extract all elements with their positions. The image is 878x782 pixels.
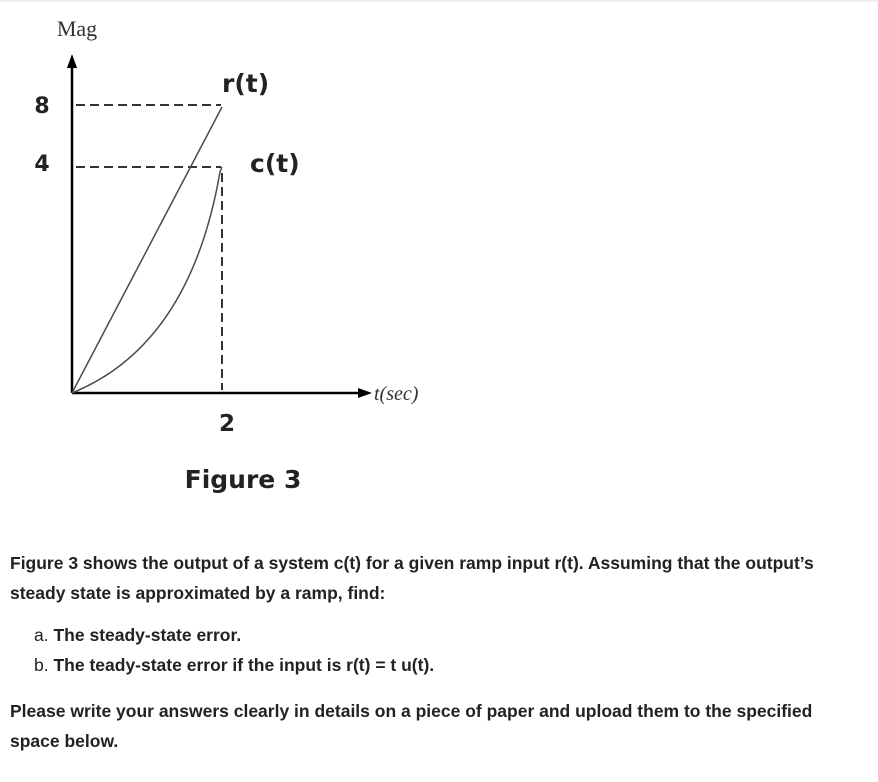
list-item-text: The teady-state error if the input is r(t) = t u(t). (53, 655, 435, 675)
question-list (10, 620, 860, 680)
input-label-r: r(t) (222, 69, 270, 98)
output-curve-c-line (72, 172, 220, 393)
list-marker: a. (34, 625, 49, 645)
x-axis-arrow-icon (358, 388, 372, 398)
x-tick-2: 2 (218, 411, 236, 437)
question-block (10, 548, 860, 756)
list-item-text: The steady-state error. (53, 625, 242, 645)
figure-caption: Figure 3 (184, 465, 302, 494)
y-tick-4: 4 (34, 152, 50, 177)
list-item (34, 620, 860, 650)
y-axis-label: Mag (56, 16, 98, 41)
x-axis-label: t(sec) (374, 383, 419, 405)
y-axis-arrow-icon (67, 54, 77, 68)
y-tick-8: 8 (34, 94, 50, 119)
list-item (34, 650, 860, 680)
question-intro: Figure 3 shows the output of a system c(t) for a given ramp input r(t). Assuming that the output’s steady state is approximated by a ramp, find: (10, 553, 814, 603)
figure-3-diagram (0, 0, 470, 510)
closing-instruction: Please write your answers clearly in details on a piece of paper and upload them to the specified space below. (10, 701, 813, 751)
output-label-c: c(t) (250, 149, 300, 178)
list-marker: b. (34, 655, 49, 675)
